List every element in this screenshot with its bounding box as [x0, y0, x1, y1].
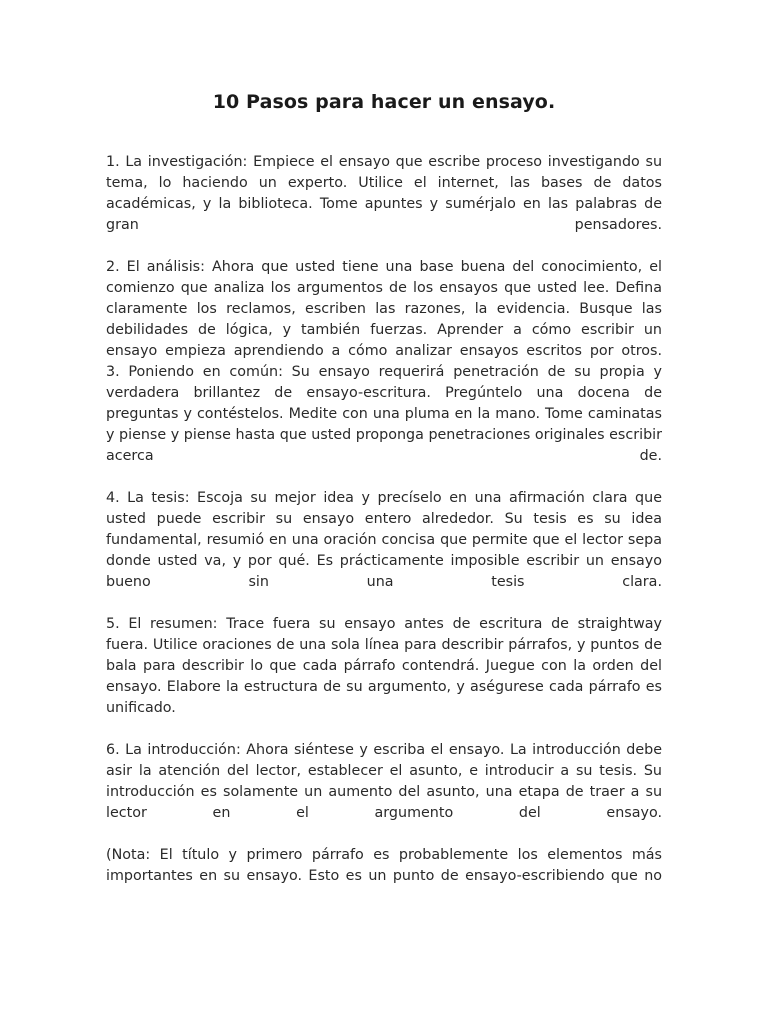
paragraph-nota: (Nota: El título y primero párrafo es probablemente los elementos más importantes en su ensayo. Esto es un punto de ensayo-escribiendo que no — [106, 847, 662, 884]
paragraph-6-introduccion: 6. La introducción: Ahora siéntese y escriba el ensayo. La introducción debe asir la atención del lector, establecer el asunto, e introducir a su tesis. Su introducción es solamente un aumento del asunto, una etapa de traer a su lector en el argumento del ensayo. — [106, 742, 662, 821]
paragraph-1-investigacion: 1. La investigación: Empiece el ensayo que escribe proceso investigando su tema, lo haciendo un experto. Utilice el internet, las bases de datos académicas, y la biblioteca. Tome apuntes y sumérjalo en las palabras de gran pensadores. — [106, 154, 662, 233]
paragraph-4-tesis: 4. La tesis: Escoja su mejor idea y precíselo en una afirmación clara que usted puede escribir su ensayo entero alrededor. Su tesis es su idea fundamental, resumió en una oración concisa que permite que el lector sepa donde usted va, y por qué. Es prácticamente imposible escribir un ensayo bueno sin una tesis clara. — [106, 490, 662, 590]
document-body — [106, 152, 662, 908]
paragraph-5-resumen: 5. El resumen: Trace fuera su ensayo antes de escritura de straightway fuera. Utilice oraciones de una sola línea para describir párrafos, y puntos de bala para describir lo que cada párrafo contendrá. Juegue con la orden del ensayo. Elabore la estructura de su argumento, y aségurese cada párrafo es unificado. — [106, 616, 662, 716]
paragraph-2-analisis: 2. El análisis: Ahora que usted tiene una base buena del conocimiento, el comienzo que analiza los argumentos de los ensayos que usted lee. Defina claramente los reclamos, escriben las razones, la evidencia. Busque las debilidades de lógica, y también fuerzas. Aprender a cómo escribir un ensayo empieza aprendiendo a cómo analizar ensayos escritos por otros. — [106, 259, 662, 359]
paragraph-3-poniendo-en-comun: 3. Poniendo en común: Su ensayo requerirá penetración de su propia y verdadera brillantez de ensayo-escritura. Pregúntelo una docena de preguntas y contéstelos. Medite con una pluma en la mano. Tome caminatas y piense y piense hasta que usted proponga penetraciones originales escribir acerca de. — [106, 364, 662, 464]
document-title: 10 Pasos para hacer un ensayo. — [212, 91, 556, 113]
